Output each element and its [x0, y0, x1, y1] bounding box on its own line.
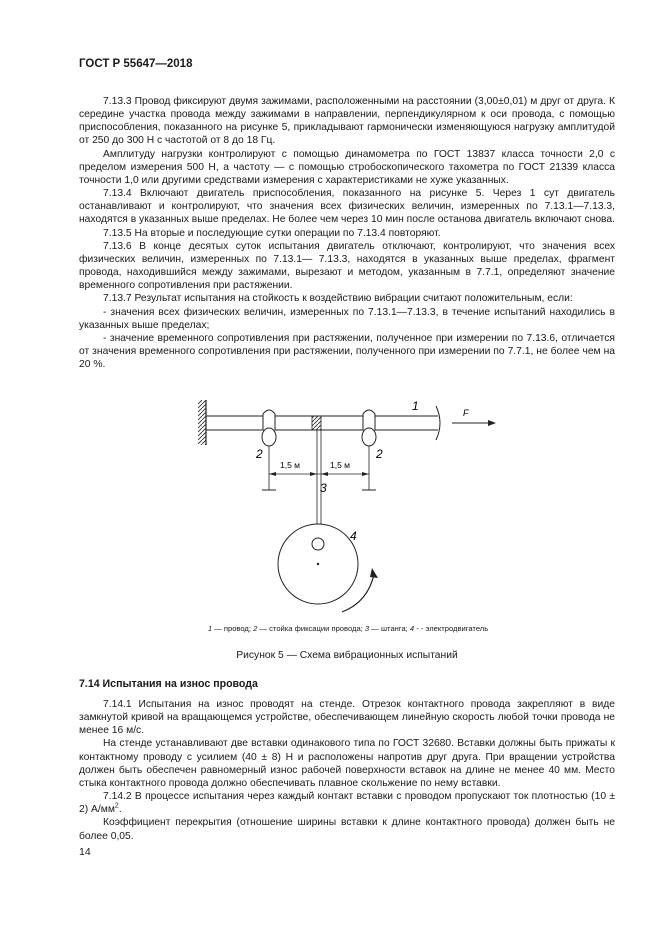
section-title: 7.14 Испытания на износ провода: [79, 678, 258, 690]
force-arrow: [452, 420, 496, 426]
paragraph: 7.13.3 Провод фиксируют двумя зажимами, расположенными на расстоянии (3,00±0,01) м друг от друга. К середине участка провода между зажимами в направлении, перпендикулярном к оси провода, с помощью приспособления, показанного на рисунке 5, прикладывают гармонически изменяющуюся нагрузку амплитудой от 250 до 300 Н с частотой от 8 до 18 Гц.: [79, 96, 615, 147]
legend-text: - - электродвигатель: [414, 624, 489, 633]
document-header: ГОСТ Р 55647—2018: [79, 58, 193, 70]
label-1: 1: [412, 399, 419, 413]
legend-num: 3: [364, 624, 370, 633]
text-block-upper: [79, 95, 615, 371]
legend-num: 2: [253, 624, 258, 633]
paragraph: Коэффициент перекрытия (отношение ширины вставки к длине контактного провода) должен быть не более 0,05.: [79, 817, 615, 842]
vibration-test-diagram: [190, 392, 510, 622]
figure-caption: Рисунок 5 — Схема вибрационных испытаний: [236, 650, 458, 661]
superscript: 2: [114, 802, 119, 810]
figure-legend: [120, 624, 576, 633]
motor-wheel: [278, 524, 358, 604]
rod-clamp: [312, 416, 321, 430]
paragraph-text: 7.14.2 В процессе испытания через каждый контакт вставки с проводом пропускают ток плотностью (10 ± 2) А/мм: [79, 791, 615, 816]
wire-clamp-left: [262, 410, 276, 490]
legend-text: — провод;: [212, 624, 254, 633]
paragraph: - значение временного сопротивления при растяжении, полученное при измерении по 7.13.6, отличается от значения временного сопротивления при растяжении, полученного при измерении по 7.7.1, не более чем на 20 %.: [79, 332, 615, 371]
paragraph: 7.13.5 На вторые и последующие сутки операции по 7.13.4 повторяют.: [103, 227, 441, 239]
paragraph: - значения всех физических величин, измеренных по 7.13.1—7.13.3, в течение испытаний находились в указанных выше пределах;: [79, 306, 615, 331]
paragraph: Амплитуду нагрузки контролируют с помощью динамометра по ГОСТ 13837 класса точности 2,0 с пределом измерения 500 Н, а частоту — с помощью стробоскопического тахометра по ГОСТ 21339 класса точности 1,0 или другими средствами измерения с характеристиками не хуже указанных.: [79, 148, 615, 186]
legend-num: 4: [409, 624, 415, 633]
paragraph-text: .: [118, 804, 122, 816]
wire: [206, 406, 440, 440]
label-4: 4: [350, 529, 357, 543]
legend-text: — стойка фиксации провода;: [257, 624, 365, 633]
text-block-lower: [79, 698, 615, 843]
dim-left-label: 1,5 м: [280, 460, 301, 470]
fixed-wall: [198, 400, 206, 445]
label-2-right: 2: [376, 447, 383, 461]
label-2-left: 2: [256, 447, 263, 461]
wire-clamp-right: [362, 410, 376, 490]
legend-num: 1: [207, 624, 213, 633]
paragraph: 7.13.4 Включают двигатель приспособления, показанного на рисунке 5. Через 1 сут двигатель останавливают и контролируют, что значения всех физических величин, измеренных по 7.13.1—7.13.3, находятся в указанных выше пределах. Не более чем через 10 мин после останова двигатель включают снова.: [79, 188, 616, 226]
paragraph: 7.13.6 В конце десятых суток испытания двигатель отключают, контролируют, что значения всех физических величин, измеренных по 7.13.1— 7.13.3, находятся в указанных выше пределах, фрагмент провода, находившийся между зажимами, вырезают и методом, указанным в 7.7.1, определяют значение временного сопротивления при растяжении.: [79, 240, 615, 292]
label-F: F: [463, 408, 469, 418]
legend-text: — штанга;: [369, 624, 410, 633]
paragraph: 7.14.1 Испытания на износ проводят на стенде. Отрезок контактного провода закрепляют в виде замкнутой кривой на вращающемся устройстве, обеспечивающем линейную скорость любой точки провода не менее 16 м/с.: [79, 699, 615, 737]
page-number: 14: [79, 846, 91, 858]
paragraph: 7.13.7 Результат испытания на стойкость к воздействию вибрации считают положительным, если:: [103, 293, 573, 305]
dim-right-label: 1,5 м: [330, 460, 351, 470]
label-3: 3: [320, 481, 327, 495]
paragraph: [79, 790, 615, 816]
paragraph: На стенде устанавливают две вставки одинакового типа по ГОСТ 32680. Вставки должны быть прижаты к контактному проводу с усилием (40 ± 8) Н и расположены напротив друг друга. При вращении устройства должен быть обеспечен равномерный износ рабочей поверхности вставок на длине не менее 40 мм. Место стыка контактного провода должно обеспечивать плавное скольжение по нему вставки.: [79, 738, 615, 789]
